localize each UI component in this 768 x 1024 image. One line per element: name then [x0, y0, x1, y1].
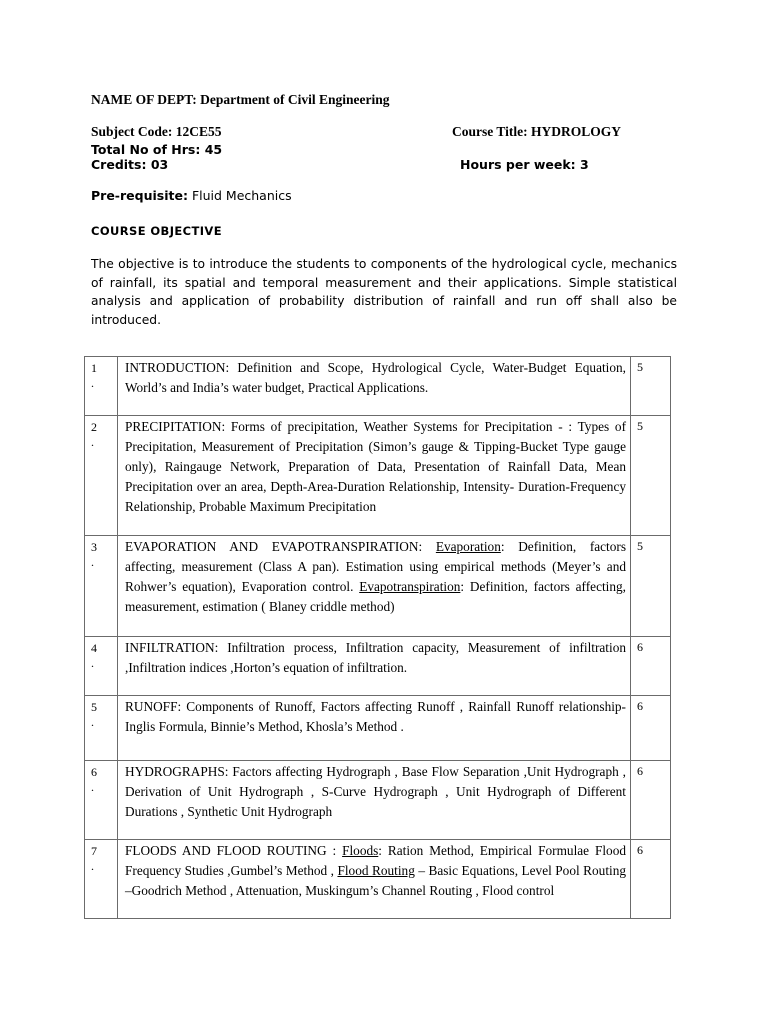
- table-row: [85, 357, 671, 416]
- unit-number: 5 .: [85, 696, 118, 761]
- unit-number: 1 .: [85, 357, 118, 416]
- course-title-line: [452, 124, 621, 140]
- table-row: [85, 761, 671, 840]
- table-row: [85, 536, 671, 637]
- unit-description: INFILTRATION: Infiltration process, Infiltration capacity, Measurement of infiltration ,Infiltration indices ,Horton’s equation of infiltration.: [118, 637, 631, 696]
- unit-hours: 5: [631, 416, 671, 536]
- unit-description: FLOODS AND FLOOD ROUTING : Floods: Ration Method, Empirical Formulae Flood Frequency Studies ,Gumbel’s Method , Flood Routing – Basic Equations, Level Pool Routing –Goodrich Method , Attenuation, Muskingum’s Channel Routing , Flood control: [118, 840, 631, 919]
- department-line: [91, 92, 389, 108]
- unit-description: RUNOFF: Components of Runoff, Factors affecting Runoff , Rainfall Runoff relationship- Inglis Formula, Binnie’s Method, Khosla’s Method .: [118, 696, 631, 761]
- unit-number: 4 .: [85, 637, 118, 696]
- table-row: [85, 637, 671, 696]
- unit-description: EVAPORATION AND EVAPOTRANSPIRATION: Evaporation: Definition, factors affecting, measurement (Class A pan). Estimation using empirical methods (Meyer’s and Rohwer’s equation), Evaporation control. Evapotranspiration: Definition, factors affecting, measurement, estimation ( Blaney criddle method): [118, 536, 631, 637]
- subject-code-line: [91, 124, 222, 140]
- course-title-value: HYDROLOGY: [531, 124, 622, 139]
- subject-code-label: Subject Code:: [91, 124, 173, 139]
- prereq-value: Fluid Mechanics: [191, 188, 292, 203]
- unit-number: 3 .: [85, 536, 118, 637]
- subject-code-value: 12CE55: [175, 124, 222, 139]
- unit-description: HYDROGRAPHS: Factors affecting Hydrograph , Base Flow Separation ,Unit Hydrograph , Derivation of Unit Hydrograph , S-Curve Hydrograph , Unit Hydrograph of Different Durations , Synthetic Unit Hydrograph: [118, 761, 631, 840]
- unit-description: PRECIPITATION: Forms of precipitation, Weather Systems for Precipitation - : Types of Precipitation, Measurement of Precipitation (Simon’s gauge & Tipping-Bucket Type gauge only), Raingauge Network, Preparation of Data, Presentation of Rainfall Data, Mean Precipitation over an area, Depth-Area-Duration Relationship, Intensity- Duration-Frequency Relationship, Probable Maximum Precipitation: [118, 416, 631, 536]
- unit-hours: 6: [631, 761, 671, 840]
- prereq-label: Pre-requisite:: [91, 188, 188, 203]
- unit-number: 2 .: [85, 416, 118, 536]
- course-objective-heading: COURSE OBJECTIVE: [91, 224, 222, 238]
- total-hours: Total No of Hrs: 45: [91, 142, 223, 157]
- course-title-label: Course Title:: [452, 124, 528, 139]
- course-objective-text: The objective is to introduce the students to components of the hydrological cycle, mechanics of rainfall, its spatial and temporal measurement and their applications. Simple statistical analysis and application of probability distribution of rainfall and run off shall also be introduced.: [91, 257, 677, 327]
- unit-hours: 5: [631, 357, 671, 416]
- unit-hours: 6: [631, 840, 671, 919]
- table-row: [85, 840, 671, 919]
- syllabus-table: [84, 356, 671, 919]
- credits: Credits: 03: [91, 157, 169, 172]
- table-row: [85, 416, 671, 536]
- prerequisite-line: [91, 188, 292, 203]
- unit-hours: 5: [631, 536, 671, 637]
- unit-hours: 6: [631, 637, 671, 696]
- dept-label: NAME OF DEPT:: [91, 92, 197, 107]
- unit-number: 6 .: [85, 761, 118, 840]
- table-row: [85, 696, 671, 761]
- unit-hours: 6: [631, 696, 671, 761]
- dept-value: Department of Civil Engineering: [200, 92, 390, 107]
- unit-description: INTRODUCTION: Definition and Scope, Hydrological Cycle, Water-Budget Equation, World’s and India’s water budget, Practical Applications.: [118, 357, 631, 416]
- unit-number: 7 .: [85, 840, 118, 919]
- hours-per-week: Hours per week: 3: [460, 157, 589, 172]
